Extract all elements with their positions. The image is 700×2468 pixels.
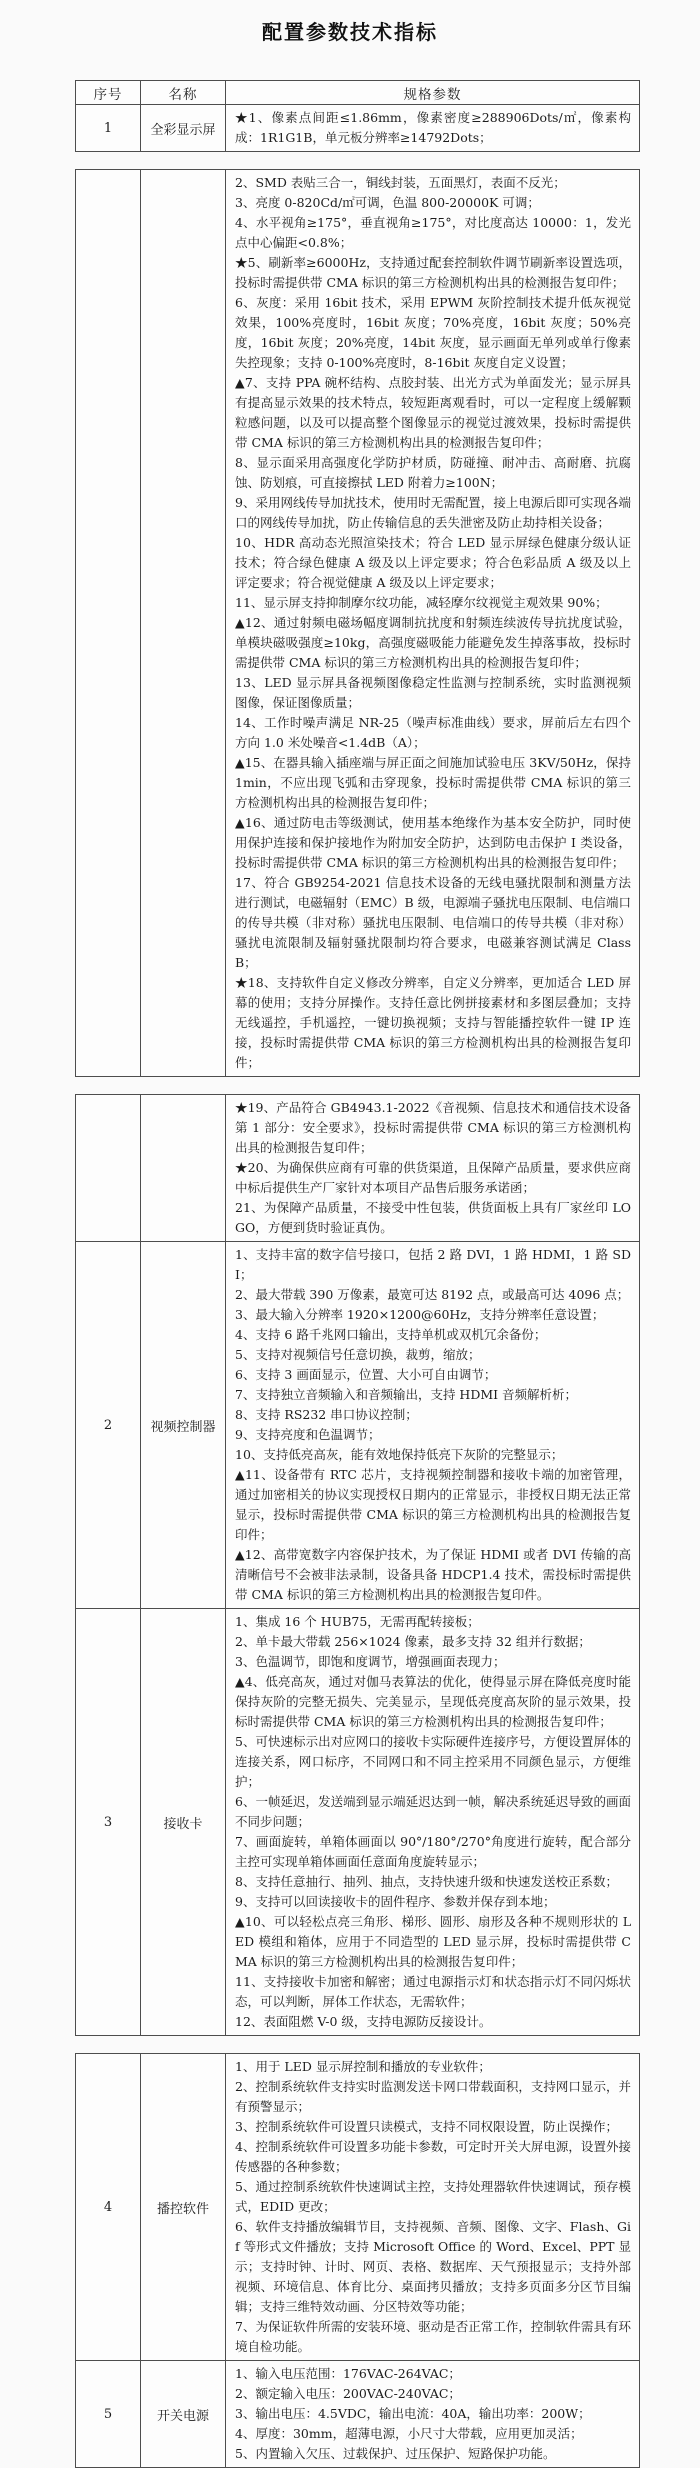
table-row: [76, 2054, 640, 2361]
spec-item: 5、可快速标示出对应网口的接收卡实际硬件连接序号，方便设置屏体的连接关系，网口标序，不同网口和不同主控采用不同颜色显示，方便维护；: [235, 1734, 631, 1789]
spec-item: 12、表面阻燃 V-0 级，支持电源防反接设计。: [235, 2014, 492, 2029]
table-header-cell: 名称: [141, 81, 226, 105]
row-specs-cell: [226, 1095, 640, 1242]
spec-item: 9、采用网线传导加扰技术，使用时无需配置，接上电源后即可实现各端口的网线传导加扰，防止传输信息的丢失泄密及防止劫持相关设备；: [235, 495, 631, 530]
spec-item: 2、单卡最大带载 256×1024 像素，最多支持 32 组并行数据；: [235, 1634, 591, 1649]
spec-item: ▲16、通过防电击等级测试，使用基本绝缘作为基本安全防护，同时使用保护连接和保护接地作为附加安全防护，达到防电击保护 I 类设备，投标时需提供带 CMA 标识的第三方检测机构出具的检测报告复印件；: [235, 815, 631, 870]
spec-item: ★18、支持软件自定义修改分辨率，自定义分辨率，更加适合 LED 屏幕的使用；支持分屏操作。支持任意比例拼接素材和多图层叠加；支持无线遥控，手机遥控，一键切换视频；支持与智能播控软件一键 IP 连接，投标时需提供带 CMA 标识的第三方检测机构出具的检测报告复印件；: [235, 975, 631, 1070]
spec-item: 2、最大带载 390 万像素，最宽可达 8192 点，或最高可达 4096 点；: [235, 1287, 630, 1302]
spec-item: 4、控制系统软件可设置多功能卡参数，可定时开关大屏电源，设置外接传感器的各种参数；: [235, 2139, 631, 2174]
spec-table-block: [75, 1094, 640, 2036]
table-header-row: [76, 81, 640, 105]
row-name-cell: [141, 1095, 226, 1242]
table-row: [76, 1609, 640, 2036]
row-specs-cell: [226, 2361, 640, 2468]
row-specs-cell: [226, 105, 640, 152]
spec-item: 3、最大输入分辨率 1920×1200@60Hz，支持分辨率任意设置；: [235, 1307, 605, 1322]
table-row: [76, 1242, 640, 1609]
spec-item: 8、显示面采用高强度化学防护材质，防碰撞、耐冲击、高耐磨、抗腐蚀、防划痕，可直接擦拭 LED 附着力≥100N；: [235, 455, 631, 490]
spec-item: ★1、像素点间距≤1.86mm，像素密度≥288906Dots/㎡，像素构成：1R1G1B，单元板分辨率≥14792Dots；: [235, 110, 631, 145]
spec-item: 3、亮度 0-820Cd/㎡可调，色温 800-20000K 可调；: [235, 195, 540, 210]
table-row: [76, 170, 640, 1077]
row-number-cell: [76, 170, 141, 1077]
spec-item: 11、显示屏支持抑制摩尔纹功能，减轻摩尔纹视觉主观效果 90%；: [235, 595, 608, 610]
spec-item: 6、一帧延迟，发送端到显示端延迟达到一帧，解决系统延迟导致的画面不同步问题；: [235, 1794, 631, 1829]
row-name-cell: [141, 170, 226, 1077]
spec-item: 5、通过控制系统软件快速调试主控，支持处理器软件快速调试，预存模式，EDID 更改；: [235, 2179, 631, 2214]
spec-item: 2、额定输入电压：200VAC-240VAC；: [235, 2386, 461, 2401]
spec-item: 11、支持接收卡加密和解密；通过电源指示灯和状态指示灯不同闪烁状态，可以判断，屏体工作状态，无需软件；: [235, 1974, 631, 2009]
table-row: [76, 2361, 640, 2468]
table-header-cell: 序号: [76, 81, 141, 105]
table-row: [76, 1095, 640, 1242]
spec-table-block: [75, 169, 640, 1077]
spec-item: 4、水平视角≥175°，垂直视角≥175°，对比度高达 10000：1，发光点中心偏距<0.8%；: [235, 215, 631, 250]
spec-item: ▲11、设备带有 RTC 芯片，支持视频控制器和接收卡端的加密管理，通过加密相关的协议实现授权日期内的正常显示，非授权日期无法正常显示，投标时需提供带 CMA 标识的第三方检测机构出具的检测报告复印件；: [235, 1467, 631, 1542]
row-name-cell: 接收卡: [141, 1609, 226, 2036]
row-number-cell: [76, 1095, 141, 1242]
row-name-cell: 视频控制器: [141, 1242, 226, 1609]
spec-item: 10、HDR 高动态光照渲染技术；符合 LED 显示屏绿色健康分级认证技术；符合绿色健康 A 级及以上评定要求；符合色彩品质 A 级及以上评定要求；符合视觉健康 A 级及以上评定要求；: [235, 535, 631, 590]
row-number-cell: 3: [76, 1609, 141, 2036]
page-title: 配置参数技术指标: [262, 20, 438, 44]
spec-item: 7、画面旋转，单箱体画面以 90°/180°/270°角度进行旋转，配合部分主控可实现单箱体画面任意面角度旋转显示；: [235, 1834, 631, 1869]
document-body: [75, 80, 640, 2468]
spec-item: 4、厚度：30mm，超薄电源，小尺寸大带载，应用更加灵活；: [235, 2426, 583, 2441]
row-number-cell: 4: [76, 2054, 141, 2361]
spec-item: 8、支持 RS232 串口协议控制；: [235, 1407, 418, 1422]
row-number-cell: 2: [76, 1242, 141, 1609]
spec-item: ★19、产品符合 GB4943.1-2022《音视频、信息技术和通信技术设备第 1 部分：安全要求》，投标时需提供带 CMA 标识的第三方检测机构出具的检测报告复印件；: [235, 1100, 631, 1155]
row-number-cell: 5: [76, 2361, 141, 2468]
spec-item: 2、控制系统软件支持实时监测发送卡网口带载面积，支持网口显示，并有预警显示；: [235, 2079, 631, 2114]
spec-item: 6、支持 3 画面显示，位置、大小可自由调节；: [235, 1367, 497, 1382]
spec-item: 2、SMD 表贴三合一，铜线封装，五面黑灯，表面不反光；: [235, 175, 566, 190]
spec-item: 3、色温调节，即饱和度调节，增强画面表现力；: [235, 1654, 506, 1669]
spec-item: ★5、刷新率≥6000Hz，支持通过配套控制软件调节刷新率设置选项，投标时需提供带 CMA 标识的第三方检测机构出具的检测报告复印件；: [235, 255, 631, 290]
spec-item: 9、支持可以回读接收卡的固件程序、参数并保存到本地；: [235, 1894, 556, 1909]
spec-item: 7、为保证软件所需的安装环境、驱动是否正常工作，控制软件需具有环境自检功能。: [235, 2319, 631, 2354]
spec-item: 6、软件支持播放编辑节目，支持视频、音频、图像、文字、Flash、Gif 等形式文件播放；支持 Microsoft Office 的 Word、Excel、PPT 显示；支持时钟、计时、网页、表格、数据库、天气预报显示；支持外部视频、环境信息、体育比分、桌面拷贝播放；支持多页面多分区节目编辑；支持三维特效动画、分区特效等功能；: [235, 2219, 631, 2314]
spec-item: 1、用于 LED 显示屏控制和播放的专业软件；: [235, 2059, 491, 2074]
spec-item: ▲12、通过射频电磁场幅度调制抗扰度和射频连续波传导抗扰度试验，单模块磁吸强度≥10kg，高强度磁吸能力能避免发生掉落事故，投标时需提供带 CMA 标识的第三方检测机构出具的检测报告复印件；: [235, 615, 631, 670]
spec-item: 3、输出电压：4.5VDC，输出电流：40A，输出功率：200W；: [235, 2406, 591, 2421]
spec-table-block: [75, 2053, 640, 2468]
spec-item: 1、输入电压范围：176VAC-264VAC；: [235, 2366, 461, 2381]
spec-item: 5、内置输入欠压、过载保护、过压保护、短路保护功能。: [235, 2446, 556, 2461]
spec-item: ▲4、低亮高灰，通过对伽马表算法的优化，使得显示屏在降低亮度时能保持灰阶的完整无损失、完美显示，呈现低亮度高灰阶的显示效果，投标时需提供带 CMA 标识的第三方检测机构出具的检测报告复印件；: [235, 1674, 631, 1729]
row-specs-cell: [226, 2054, 640, 2361]
row-name-cell: 开关电源: [141, 2361, 226, 2468]
row-specs-cell: [226, 1242, 640, 1609]
spec-item: 21、为保障产品质量，不接受中性包装，供货面板上具有厂家丝印 LOGO，方便到货时验证真伪。: [235, 1200, 631, 1235]
row-specs-cell: [226, 170, 640, 1077]
spec-item: 5、支持对视频信号任意切换，裁剪，缩放；: [235, 1347, 481, 1362]
spec-item: 13、LED 显示屏具备视频图像稳定性监测与控制系统，实时监测视频图像，保证图像质量；: [235, 675, 631, 710]
spec-item: 17、符合 GB9254-2021 信息技术设备的无线电骚扰限制和测量方法进行测试，电磁辐射（EMC）B 级，电源端子骚扰电压限制、电信端口的传导共模（非对称）骚扰电压限制、电信端口的传导共模（非对称）骚扰电流限制及辐射骚扰限制均符合要求，电磁兼容测试满足 Class B；: [235, 875, 631, 970]
spec-item: 7、支持独立音频输入和音频输出，支持 HDMI 音频解析析；: [235, 1387, 578, 1402]
spec-item: 8、支持任意抽行、抽列、抽点，支持快速升级和快速发送校正系数；: [235, 1874, 618, 1889]
spec-item: 1、集成 16 个 HUB75，无需再配转接板；: [235, 1614, 480, 1629]
spec-item: 6、灰度：采用 16bit 技术，采用 EPWM 灰阶控制技术提升低灰视觉效果，100%亮度时，16bit 灰度；70%亮度，16bit 灰度；50%亮度，16bit 灰度；20%亮度，14bit 灰度，显示画面无单列或单行像素失控现象；支持 0-100%亮度时，8-16bit 灰度自定义设置；: [235, 295, 631, 370]
row-name-cell: 全彩显示屏: [141, 105, 226, 152]
spec-item: 4、支持 6 路千兆网口输出，支持单机或双机冗余备份；: [235, 1327, 547, 1342]
row-number-cell: 1: [76, 105, 141, 152]
spec-item: 3、控制系统软件可设置只读模式，支持不同权限设置，防止误操作；: [235, 2119, 618, 2134]
table-header-cell: 规格参数: [226, 81, 640, 105]
row-name-cell: 播控软件: [141, 2054, 226, 2361]
spec-table-block: [75, 80, 640, 152]
table-row: [76, 105, 640, 152]
spec-item: ★20、为确保供应商有可靠的供货渠道，且保障产品质量，要求供应商中标后提供生产厂家针对本项目产品售后服务承诺函；: [235, 1160, 631, 1195]
spec-item: ▲10、可以轻松点亮三角形、梯形、圆形、扇形及各种不规则形状的 LED 模组和箱体，应用于不同造型的 LED 显示屏，投标时需提供带 CMA 标识的第三方检测机构出具的检测报告复印件；: [235, 1914, 631, 1969]
spec-item: ▲7、支持 PPA 碗杯结构、点胶封装、出光方式为单面发光；显示屏具有提高显示效果的技术特点，较短距离观看时，可以一定程度上缓解颗粒感问题，以及可以提高整个图像显示的视觉过渡效果，投标时需提供带 CMA 标识的第三方检测机构出具的检测报告复印件；: [235, 375, 631, 450]
spec-item: ▲15、在器具输入插座端与屏正面之间施加试验电压 3KV/50Hz，保持 1min，不应出现飞弧和击穿现象，投标时需提供带 CMA 标识的第三方检测机构出具的检测报告复印件；: [235, 755, 631, 810]
spec-item: ▲12、高带宽数字内容保护技术，为了保证 HDMI 或者 DVI 传输的高清晰信号不会被非法录制，设备具备 HDCP1.4 技术，需投标时需提供带 CMA 标识的第三方检测机构出具的检测报告复印件。: [235, 1547, 631, 1602]
row-specs-cell: [226, 1609, 640, 2036]
spec-item: 1、支持丰富的数字信号接口，包括 2 路 DVI，1 路 HDMI，1 路 SDI；: [235, 1247, 631, 1282]
spec-item: 14、工作时噪声满足 NR-25（噪声标准曲线）要求，屏前后左右四个方向 1.0 米处噪音<1.4dB（A）；: [235, 715, 631, 750]
spec-item: 9、支持亮度和色温调节；: [235, 1427, 381, 1442]
spec-item: 10、支持低亮高灰，能有效地保持低亮下灰阶的完整显示；: [235, 1447, 564, 1462]
